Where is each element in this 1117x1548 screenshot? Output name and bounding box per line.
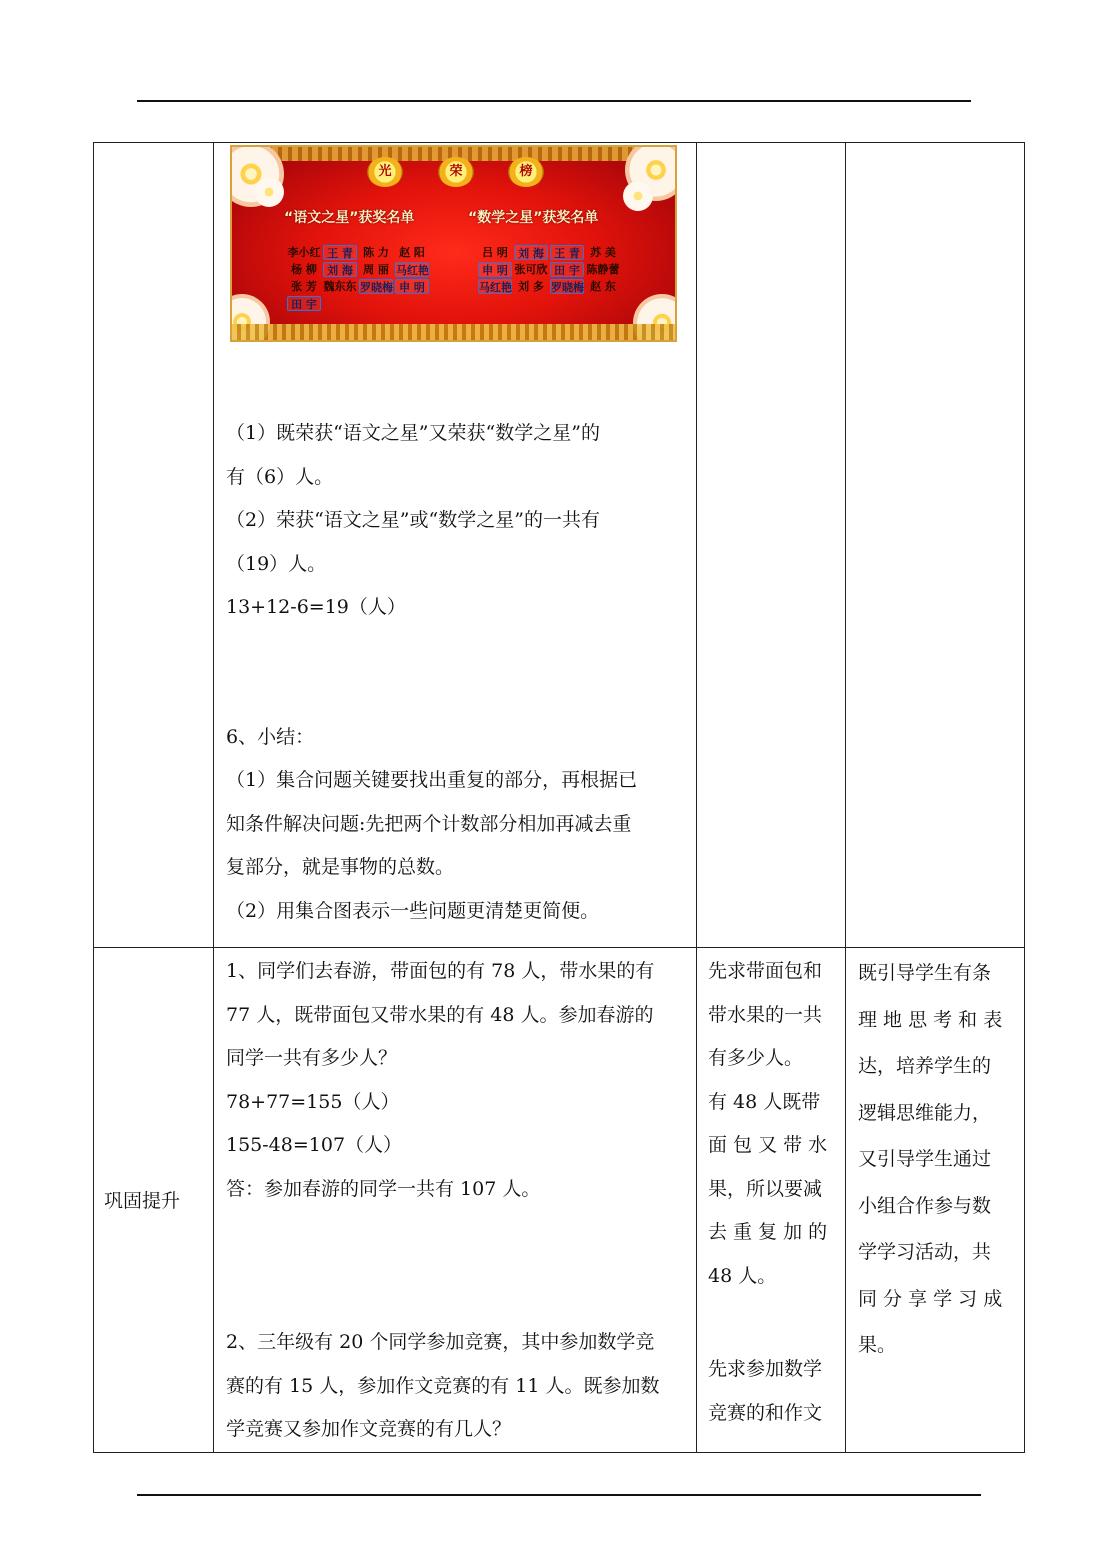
header-rule [137,100,971,102]
winner-name: 刘 海 [514,245,548,260]
winner-name: 申 明 [395,279,429,294]
winner-name: 马红艳 [479,281,512,294]
winner-name: 杨 柳 [291,263,317,276]
board-bottom-border [232,324,675,340]
chinese-star-title: “语文之星”获奖名单 [284,210,415,226]
intent-line: 达，培养学生的 [858,1055,992,1077]
design-intent-cell [846,948,1025,1453]
calculation-text: 13+12-6=19（人） [226,596,406,618]
problem-text: 77 人，既带面包又带水果的有 48 人。参加春游的 [226,1003,654,1026]
winner-name: 李小红 [287,246,321,259]
winner-name: 刘 多 [518,280,544,293]
table-row [94,948,1025,1453]
activity-line: 带水果的一共 [708,1003,823,1026]
student-activity-text [697,948,845,1435]
honor-board-image [230,145,677,342]
winner-name: 田 宇 [550,262,584,277]
winner-name: 罗晓梅 [360,281,393,294]
board-medallion: 荣 [438,157,474,187]
practice-problems [214,948,696,1452]
intent-line: 小组合作参与数 [858,1194,992,1217]
teaching-content-cell [214,143,697,948]
table-row [94,143,1025,948]
winner-name: 马红艳 [396,264,429,277]
winner-name: 周 丽 [363,263,389,276]
winner-name: 王 青 [550,245,584,260]
lesson-plan-table [93,142,1025,1453]
stage-label: 巩固提升 [94,948,214,1453]
winner-name: 吕 明 [482,246,508,259]
question-text: 有（6）人。 [226,465,334,488]
problem-text: 2、三年级有 20 个同学参加竞赛，其中参加数学竞 [226,1331,655,1353]
teaching-content-cell [214,948,697,1453]
exercise-answers [214,410,696,933]
activity-line: 竞赛的和作文 [708,1401,823,1424]
intent-line: 又引导学生通过 [858,1148,992,1170]
math-star-title: “数学之星”获奖名单 [468,210,599,226]
problem-text: 1、同学们去春游，带面包的有 78 人，带水果的有 [226,960,655,982]
question-text: （2）荣获“语文之星”或“数学之星”的一共有 [226,509,600,531]
student-activity-cell [697,948,846,1453]
question-text: （1）既荣获“语文之星”又荣获“数学之星”的 [226,422,600,444]
question-text: （19）人。 [226,552,327,575]
winner-name: 田 宇 [287,296,321,311]
winner-name: 张可欣 [514,263,548,276]
winner-name: 陈静蕾 [586,263,620,276]
activity-line: 先求参加数学 [708,1358,823,1380]
activity-line: 有 48 人既带 [708,1090,821,1113]
problem-text: 赛的有 15 人，参加作文竞赛的有 11 人。既参加数 [226,1374,660,1397]
winner-name: 魏东东 [323,280,357,293]
board-medallion: 榜 [508,157,544,187]
winner-name: 赵 阳 [399,246,425,259]
problem-text: 学竞赛又参加作文竞赛的有几人？ [226,1418,512,1440]
summary-text: 知条件解决问题:先把两个计数部分相加再减去重 [226,812,632,835]
calculation-text: 155-48=107（人） [226,1134,403,1156]
winner-name: 苏 美 [590,246,616,259]
winner-name: 陈 力 [363,246,389,259]
summary-text: （1）集合问题关键要找出重复的部分，再根据已 [226,769,638,791]
intent-line: 果。 [858,1334,897,1356]
winner-name: 张 芳 [291,280,317,293]
intent-line: 既引导学生有条 [858,962,992,984]
flower-decoration [623,181,653,211]
intent-line: 理 地 思 考 和 表 [858,1008,1003,1031]
answer-text: 答：参加春游的同学一共有 107 人。 [226,1177,541,1200]
intent-line: 学学习活动，共 [858,1241,992,1263]
winner-name: 罗晓梅 [551,281,584,294]
flower-decoration [254,177,284,207]
student-activity-cell-empty [697,143,846,948]
summary-text: （2）用集合图表示一些问题更清楚更简便。 [226,899,600,922]
activity-line: 果，所以要减 [708,1177,823,1200]
winner-name: 申 明 [478,262,512,277]
board-medallion: 光 [367,157,403,187]
design-intent-text [846,948,1024,1369]
winner-name: 王 青 [323,245,357,260]
design-intent-cell-empty [846,143,1025,948]
footer-rule [137,1494,981,1496]
stage-cell-empty [94,143,214,948]
activity-line: 去 重 复 加 的 [708,1221,828,1243]
problem-text: 同学一共有多少人？ [226,1047,398,1069]
intent-line: 同 分 享 学 习 成 [858,1287,1003,1310]
activity-line: 先求带面包和 [708,960,823,982]
activity-line: 面 包 又 带 水 [708,1134,828,1156]
winner-name: 刘 海 [323,262,357,277]
intent-line: 逻辑思维能力， [858,1101,992,1124]
activity-line: 48 人。 [708,1264,777,1287]
summary-heading: 6、小结： [226,725,315,748]
calculation-text: 78+77=155（人） [226,1090,400,1113]
summary-text: 复部分，就是事物的总数。 [226,856,455,878]
activity-line: 有多少人。 [708,1047,804,1069]
winner-name: 赵 东 [590,280,616,293]
